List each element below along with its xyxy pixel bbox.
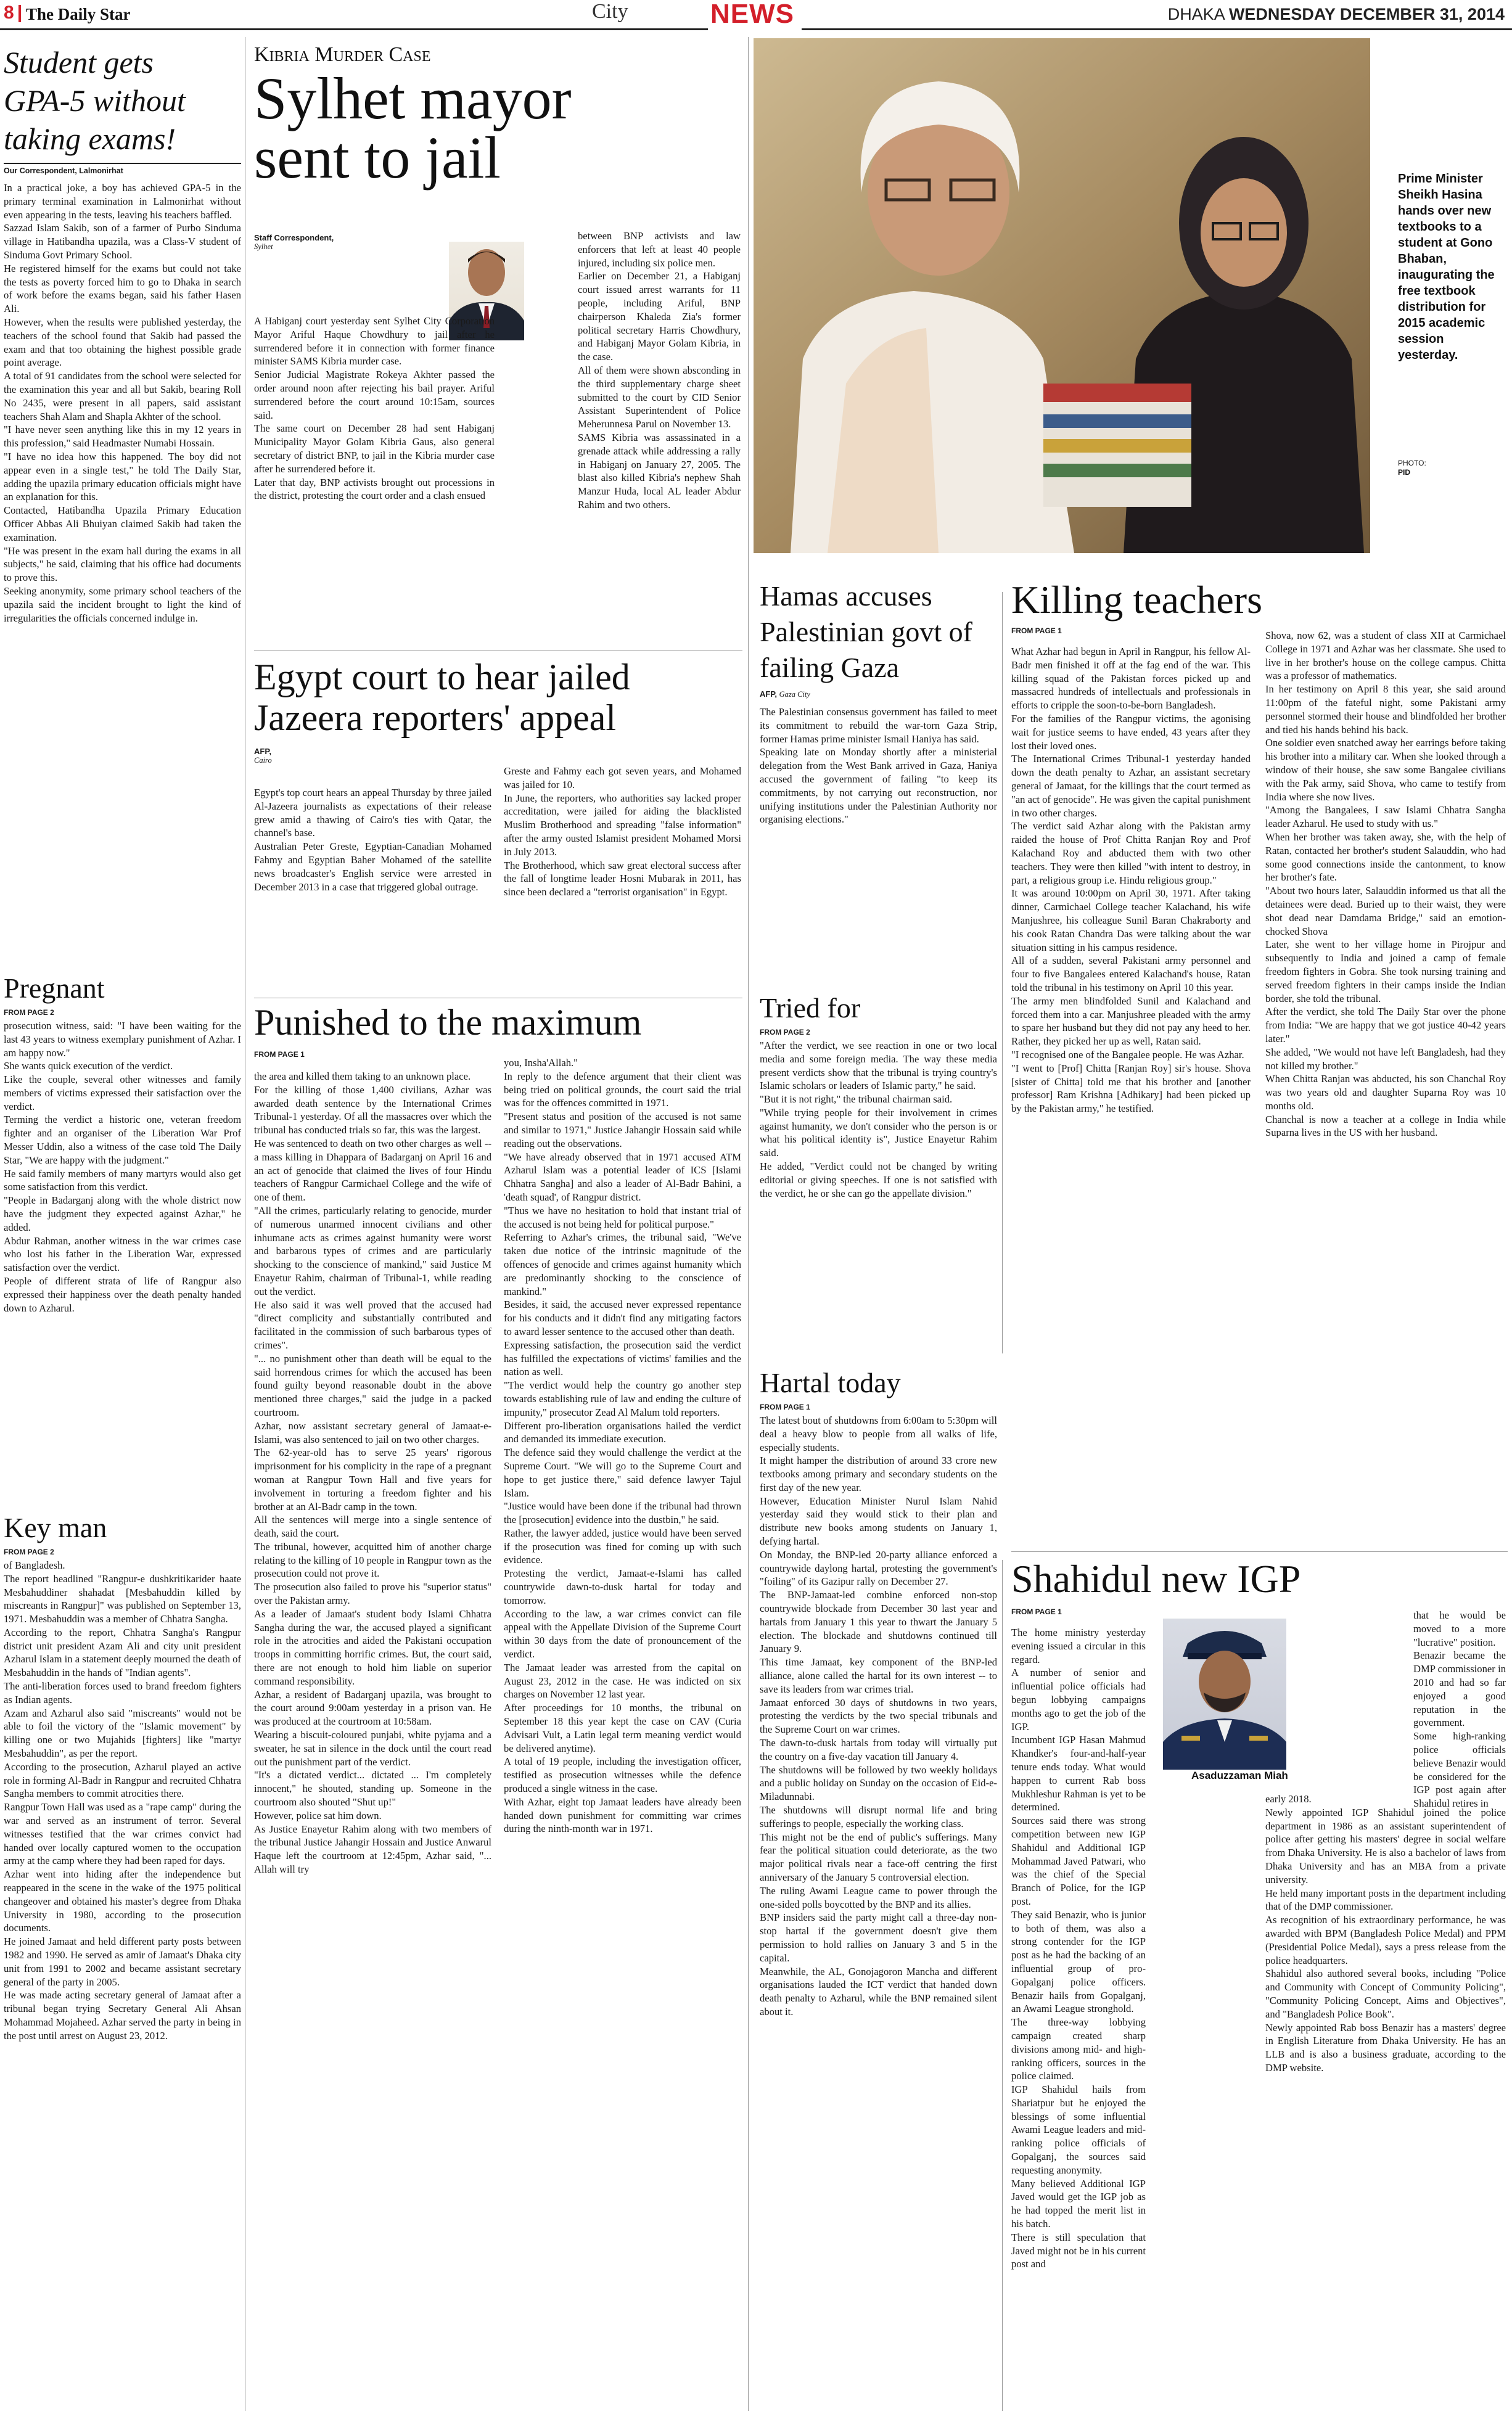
pregnant-from: FROM PAGE 2: [4, 1008, 54, 1017]
dateline: [1168, 5, 1505, 24]
egypt-article: [254, 657, 742, 1002]
tried-for-from: FROM PAGE 2: [760, 1027, 810, 1037]
shahidul-article: [1011, 1557, 1508, 2411]
student-gpa5-article: [4, 43, 241, 958]
keyman-article: [4, 1514, 241, 2422]
hartal-headline: Hartal today: [760, 1367, 901, 1398]
page-number: 8: [4, 2, 14, 23]
asaduzzaman-portrait-image: [1163, 1619, 1286, 1770]
page-number-divider: [18, 5, 21, 22]
hartal-article: [760, 1369, 997, 2400]
hamas-headline: Hamas accuses Palestinian govt of failing Gaza: [760, 580, 972, 683]
pregnant-article: [4, 974, 241, 1503]
killing-teachers-article: [1011, 578, 1508, 1546]
hasina-photo-credit-label: PHOTO:: [1398, 459, 1426, 467]
hasina-photo-figure: [754, 38, 1511, 556]
hamas-article: [760, 578, 997, 893]
hasina-photo: [754, 38, 1370, 553]
sylhet-byline-label: Staff Correspondent,: [254, 233, 334, 242]
tried-for-body: "After the verdict, we see reaction in one or two local media and some foreign media. The way these media present verdicts show that the tribunal is trying country's Islamic scholars or leaders of Islamic party," he said. "But it is not right," the tribunal chairman said. "While trying people for their involvement in crimes against humanity, we don't consider who the person is or what his political identity is", Justice Enayetur Rahim said. He added, "Verdict could not be changed by writing editorial or giving speeches. If one is not satisfied with the verdict, he or she can go the appellate division.": [760, 1039, 997, 1199]
shahidul-headline: Shahidul new IGP: [1011, 1557, 1301, 1601]
masthead: [0, 0, 1512, 32]
egypt-col2-body: Greste and Fahmy each got seven years, and Mohamed was jailed for 10. In June, the reporters, who authorities say lacked proper accreditation, were jailed for aiding the blacklisted Muslim Brotherhood and spreading "false information" after the army ousted Islamist president Mohamed Morsi in July 2013. The Brotherhood, which saw great electoral success after the fall of longtime leader Hosni Mubarak in 2011, has since been declared a "terrorist organisation" in Egypt.: [504, 765, 741, 898]
column-divider: [1002, 592, 1003, 1353]
shahidul-col2-body: early 2018. Newly appointed IGP Shahidul joined the police department in 1986 as an assistant superintendent of police after getting his masters' degree in social welfare from Dhaka University. He is also a bachelor of laws from Dhaka University and has an MBA from a private university. He held many important posts in the department including that of the DMP commissioner. As recognition of his extraordinary performance, he was awarded with BPM (Bangladesh Police Medal) and PPM (Presidential Police Medal), says a press release from the police headquarters. Shahidul also authored several books, including "Police and Community with Concept of Community Policing", "Community Policing Concept, Aims and Objectives", and "Bangladesh Police Book". Newly appointed Rab boss Benazir has a masters' degree in English Literature from Dhaka University. He has an LLB and is also a business graduate, according to the DMP website.: [1265, 1793, 1506, 2074]
sylhet-byline: [254, 233, 359, 252]
hasina-photo-credit: [1398, 459, 1503, 477]
asaduzzaman-photo-caption: Asaduzzaman Miah: [1191, 1770, 1288, 1781]
keyman-headline: Key man: [4, 1512, 107, 1543]
hamas-byline-place: Gaza City: [779, 690, 810, 699]
column-divider: [1002, 1560, 1003, 2411]
killing-headline: Killing teachers: [1011, 578, 1262, 622]
hamas-body: The Palestinian consensus government has failed to meet its commitment to rebuild the war-torn Gaza Strip, former Hamas prime minister Ismail Haniya has said. Speaking late on Monday shortly after a ministerial delegation from the West Bank arrived in Gaza, Haniya accused the government of failing "to keep its commitments, by not carrying out reconstruction, nor unifying institutions under the Palestinian Authority nor organising elections.": [760, 706, 997, 826]
column-divider: [748, 37, 749, 2411]
egypt-headline: Egypt court to hear jailed Jazeera reporters' appeal: [254, 657, 630, 738]
egypt-byline-label: AFP,: [254, 747, 271, 756]
shahidul-from: FROM PAGE 1: [1011, 1607, 1062, 1616]
student-body: In a practical joke, a boy has achieved GPA-5 in the primary terminal examination in Lalmonirhat without even appearing in the tests, leaving his teachers baffled. Sazzad Islam Sakib, son of a farmer of Purbo Sinduma village in Hatibandha upazila, was a Class-V student of Sinduma Govt Primary School. He registered himself for the exams but could not take the tests as poverty forced him to go to Dhaka in search of work before the exams began, said his father Hasen Ali. However, when the results were published yesterday, the teachers of the school found that Sakib had passed the exam and that too obtaining the highest possible grade point average. A total of 91 candidates from the school were selected for the examination this year and all but Sakib, bearing Roll No 2435, were present in all papers, said assistant teachers Shah Alam and Shapla Akhter of the school. "I have never seen anything like this in my 12 years in this profession," said Headmaster Numabi Hossain. "I have no idea how this happened. The boy did not appear even in a single test," he told The Daily Star, adding the upazila primary education officials might have an explanation for this. Contacted, Hatibandha Upazila Primary Education Officer Abbas Ali Bhuiyan claimed Sakib had taken the examination. "He was present in the exam hall during the exams in all subjects," he said, claiming that his office had documents to prove this. Seeking anonymity, some primary school teachers of the upazila said the incident brought to light the kind of irregularities the officials concerned indulge in.: [4, 182, 241, 624]
keyman-from: FROM PAGE 2: [4, 1547, 54, 1556]
shahidul-top-rule: [1011, 1551, 1508, 1552]
killing-col2-body: Shova, now 62, was a student of class XII at Carmichael College in 1971 and Azhar was her classmate. She used to live in her brother's house on the college campus. Chitta was a professor of mathematics. In her testimony on April 8 this year, she said around 11:00pm of the fateful night, some Pakistani army personnel stormed their house and blindfolded her brother and tied his hands behind his back. One soldier even snatched away her earrings before taking his brother into a military car. When she looked through a window of their house, she saw some Bangalee civilians with the Pak army, said Shova, who came to testify from India where she now lives. "Among the Bangalees, I saw Islami Chhatra Sangha leader Azharul. He used to study with us." When her brother was taken away, she, with the help of Ratan, contacted her brother's student Salauddin, who had some good connections inside the cantonment, to know her brother's fate. "About two hours later, Salauddin informed us that all the detainees were dead. Buried up to their waist, they were shot dead near Damdama Bridge," said an emotion-chocked Shova Later, she went to her village home in Pirojpur and subsequently to India and joined a camp of female freedom fighters in Gobra. She took nursing training and served freedom fighters in their camps inside the Indian border, she told the tribunal. After the verdict, she told The Daily Star over the phone from India: "We are happy that we got justice 40-42 years later." She added, "We would not have left Bangladesh, had they not killed my brother." When Chitta Ranjan was abducted, his son Chanchal Roy was two years old and daughter Suparna Roy was 10 months old. Chanchal is now a teacher at a college in India while Suparna lives in the US with her husband.: [1265, 630, 1506, 1139]
sylhet-headline: Sylhet mayor sent to jail: [254, 65, 572, 191]
killing-from: FROM PAGE 1: [1011, 626, 1062, 635]
student-byline: Our Correspondent, Lalmonirhat: [4, 166, 123, 175]
sylhet-col2-body: between BNP activists and law enforcers that left at least 40 people injured, including six police men. Earlier on December 21, a Habiganj court issued arrest warrants for 11 people, including Ariful, BNP chairperson Khaleda Zia's former political secretary Harris Chowdhury, and Habiganj Mayor Golam Kibria, in the case. All of them were shown absconding in the third supplementary charge sheet submitted to the court by CID Senior Assistant Superintendent of Police Meherunnesa Parul on November 13. SAMS Kibria was assassinated in a grenade attack while addressing a rally in Habiganj on January 27, 2005. The blast also killed Kibria's nephew Shah Manzur Huda, local AL leader Abdur Rahim and two others.: [578, 230, 741, 511]
pregnant-body: prosecution witness, said: "I have been waiting for the last 43 years to witness exemplary punishment of Azhar. I am happy now." She wants quick execution of the verdict. Like the couple, several other witnesses and family members of victims expressed their satisfaction over the verdict. Terming the verdict a historic one, veteran freedom fighter and an organiser of the Liberation War Prof Messer Uddin, also a witness of the case told The Daily Star, "We are happy with the judgment." He said family members of many martyrs would also get some satisfaction from this verdict. "People in Badarganj along with the whole district now have the judgment they expected against Azhar," he added. Abdur Rahman, another witness in the war crimes case who lost his father in the Liberation War, expressed satisfaction over the verdict. People of different strata of life of Rangpur also expressed their happiness over the death penalty handed down to Azharul.: [4, 1019, 241, 1314]
killing-col1-body: What Azhar had begun in April in Rangpur, his fellow Al-Badr men finished it off at the fag end of the war. This killing squad of the Pakistan forces picked up and massacred hundreds of intellectuals and professionals in efforts to cripple the soon-to-be-born Bangladesh. For the families of the Rangpur victims, the agonising wait for justice seems to have ended, 43 years after they lost their loved ones. The International Crimes Tribunal-1 yesterday handed down the death penalty to Azhar, an assistant secretary general of Jamaat, for the killings that the court termed as "an act of genocide". He was given the capital punishment in two other charges. The verdict said Azhar along with the Pakistan army raided the house of Prof Chitta Ranjan Roy and Prof Kalachand Roy and abducted them with two other teachers. They were then killed "with intent to destroy, in part, a religious group i.e. Hindu religious group." It was around 10:00pm on April 30, 1971. After taking dinner, Carmichael College teacher Kalachand, his wife Manjushree, his colleague Sunil Baran Chakraborty and his cook Ratan Chandra Das were talking about the war situation sitting in his campus residence. All of a sudden, several Pakistani army personnel and four to five Bangalees entered Kalachand's house, Ratan told the tribunal in his testimony on April 10 this year. The army men blindfolded Sunil and Kalachand and forced them into a car. Manjushree pleaded with the army to spare her husband but they did not pay any heed to her. Rather, they picked her up as well, Ratan said. "I recognised one of the Bangalee people. He was Azhar. "I went to [Prof] Chitta [Ranjan Roy] sir's house. Shova [sister of Chitta] told me that his brother and [another professor] Ram Krishna [Adhikary] had been picked up by the Pakistan army," he testified.: [1011, 646, 1251, 1115]
dateline-city: DHAKA: [1167, 5, 1225, 23]
asaduzzaman-portrait: [1163, 1619, 1286, 1770]
tried-for-article: [760, 994, 997, 1384]
masthead-rule-left: [0, 28, 708, 30]
egypt-byline: [254, 747, 742, 765]
punished-from: FROM PAGE 1: [254, 1050, 305, 1059]
hartal-body: The latest bout of shutdowns from 6:00am to 5:30pm will deal a heavy blow to people from all walks of life, especially students. It might hamper the distribution of around 33 crore new textbooks among primary and secondary students on the first day of the new year. However, Education Minister Nurul Islam Nahid yesterday said they would stick to their plan and distribute new books among students on January 1, defying hartal. On Monday, the BNP-led 20-party alliance enforced a countrywide daylong hartal, protesting the government's "foiling" of its Gazipur rally on December 27. The BNP-Jamaat-led combine enforced non-stop countrywide blockade from December 30 last year and hartals from January 1 this year to thwart the January 5 election. The blockade and shutdowns continued till January 9. This time Jamaat, key component of the BNP-led alliance, alone called the hartal for its own interest -- to save its leaders from war crimes trial. Jamaat enforced 30 days of shutdowns in two years, protesting the verdicts by the two special tribunals and the Supreme Court on war crimes. The dawn-to-dusk hartals from today will virtually put the country on a five-day vacation till January 4. The shutdowns will be followed by two weekly holidays and a public holiday on Sunday on the occasion of Eid-e-Miladunnabi. The shutdowns will disrupt normal life and bring sufferings to people, especially the working class. This might not be the end of public's sufferings. Many fear the political situation could deteriorate, as the two major political rivals near a face-off centring the first anniversary of the January 5 controversial election. The ruling Awami League came to power through the one-sided polls boycotted by the BNP and its allies. BNP insiders said the party might call a three-day non-stop hartal if the government doesn't give them permission to hold rallies on January 3 and 5 in the capital. Meanwhile, the AL, Gonojagoron Mancha and different organisations lauded the ICT verdict that handed down death penalty to Azharul, while the BNP remained silent about it.: [760, 1414, 997, 2018]
hamas-byline: [760, 689, 997, 699]
punished-headline: Punished to the maximum: [254, 1002, 642, 1043]
student-byline-rule: [4, 163, 241, 164]
newspaper-logo: The Daily Star: [26, 5, 131, 23]
hasina-photo-image: [754, 38, 1370, 553]
masthead-rule-right: [802, 28, 1512, 30]
shahidul-col2-top: that he would be moved to a more "lucrative" position. Benazir became the DMP commissioner in 2010 and had so far enjoyed a good reputation in the government. Some high-ranking police officials believe Benazir would be considered for the IGP post again after Shahidul retires in: [1413, 1609, 1506, 1810]
hasina-photo-caption: Prime Minister Sheikh Hasina hands over new textbooks to a student at Gono Bhaban, inaugurating the free textbook distribution for 2015 academic session yesterday.: [1398, 172, 1495, 362]
punished-article: [254, 1002, 742, 2411]
egypt-byline-place: Cairo: [254, 756, 272, 765]
punished-col2-body: you, Insha'Allah." In reply to the defence argument that their client was being tried on political grounds, the court said the trial was for the offences committed in 1971. "Present status and position of the accused is not same and similar to 1971," Justice Jahangir Hossain said while reading out the observations. "We have already observed that in 1971 accused ATM Azharul Islam was a potential leader of ICS [Islami Chhatra Sangha] and also a leader of Al-Badr Bahini, a 'death squad', of Rangpur district. "Thus we have no hesitation to hold that instant trial of the accused is not being held for political purpose." Referring to Azhar's crimes, the tribunal said, "We've taken due notice of the intrinsic magnitude of the offences of genocide and crimes against humanity which are predominantly shocking to the conscience of mankind." Besides, it said, the accused never expressed repentance for his conducts and it didn't find any mitigating factors to award lesser sentence to the accused other than death. Expressing satisfaction, the prosecution said the verdict has fulfilled the expectations of victims' families and the nation as well. "The verdict would help the country go another step towards establishing rule of law and ending the culture of impunity," prosecutor Zead Al Malum told reporters. Different pro-liberation organisations hailed the verdict and demanded its immediate execution. The defence said they would challenge the verdict at the Supreme Court. "We will go to the Supreme Court and hope to get justice there," said defence lawyer Tajul Islam. "Justice would have been done if the tribunal had thrown the [prosecution] evidence into the dustbin," he said. Rather, the lawyer added, justice would have been served if the prosecution was fined for coming up with such evidence. Protesting the verdict, Jamaat-e-Islami has called countrywide dawn-to-dusk hartal for today and tomorrow. According to the law, a war crimes convict can file appeal with the Appellate Division of the Supreme Court within 30 days from the date of pronouncement of the verdict. The Jamaat leader was arrested from the capital on August 23, 2012 in the case. He was indicted on six charges on November 12 last year. After proceedings for 10 months, the tribunal on September 18 this year kept the case on CAV (Curia Advisari Vult, a Latin legal term meaning verdict would be delivered anytime). A total of 19 people, including the investigation officer, testified as prosecution witnesses while the defence produced a single witness in the case. With Azhar, eight top Jamaat leaders have already been handed down punishment for committing war crimes during the ninth-month war in 1971.: [504, 1057, 741, 1835]
hartal-from: FROM PAGE 1: [760, 1402, 810, 1411]
section-name: City: [592, 0, 628, 23]
hamas-byline-label: AFP,: [760, 689, 777, 699]
sylhet-byline-place: Sylhet: [254, 242, 273, 251]
dateline-date: WEDNESDAY DECEMBER 31, 2014: [1228, 5, 1505, 23]
news-label: NEWS: [710, 0, 794, 29]
punished-col1-body: the area and killed them taking to an unknown place. For the killing of those 1,400 civilians, Azhar was awarded death sentence by the International Crimes Tribunal-1 yesterday. Of all the massacres over which the tribunal has conducted trials so far, this was the largest. He was sentenced to death on two other charges as well -- a mass killing in Dhappara of Badarganj on April 16 and an act of genocide that claimed the lives of four Hindu teachers of Rangpur Carmichael College and the wife of one of them. "All the crimes, particularly relating to genocide, murder of numerous unarmed innocent civilians and other inhumane acts as crimes against humanity were worst and barbarous types of crimes and are particularly shocking to the conscience of mankind," said Justice M Enayetur Rahim, chairman of Tribunal-1, while reading out the verdict. He also said it was well proved that the accused had "direct complicity and substantially contributed and facilitated in the commission of such barbarous types of crimes". "... no punishment other than death will be equal to the said horrendous crimes for which the accused has been found guilty beyond reasonable doubt in the above mentioned three charges," said the judge in a packed courtroom. Azhar, now assistant secretary general of Jamaat-e-Islami, was also sentenced to jail on two other charges. The 62-year-old has to serve 25 years' rigorous imprisonment for his complicity in the rape of a pregnant woman at Rangpur Town Hall and five years for involvement in torturing a freedom fighter and his brother at an Al-Badr camp in the town. All the sentences will merge into a single sentence of death, said the court. The tribunal, however, acquitted him of another charge relating to the killing of 10 people in Rangpur town as the prosecution could not prove it. The prosecution also failed to prove his "superior status" over the Pakistan army. As a leader of Jamaat's student body Islami Chhatra Sangha during the war, the accused played a significant role in the atrocities and aided the Pakistani occupation troops in committing horrific crimes. But, the court said, there are not enough to hold him liable on superior command responsibility. Azhar, a resident of Badarganj upazila, was brought to the court around 9:00am yesterday in a prison van. He was produced at the courtroom at 10:58am. Wearing a biscuit-coloured punjabi, white pyjama and a sweater, he sat in silence in the dock until the court read out the punishment part of the verdict. "It's a dictated verdict... dictated ... I'm completely innocent," he shouted, standing up. Someone in the courtroom also shouted "Shut up!" However, police sat him down. As Justice Enayetur Rahim along with two members of the tribunal Justice Jahangir Hossain and Justice Anwarul Haque left the courtroom at 12:45pm, Azhar said, "... Allah will try: [254, 1070, 491, 1876]
sylhet-mayor-article: [254, 43, 742, 654]
keyman-body: of Bangladesh. The report headlined "Rangpur-e dushkritikarider haate Mesbahuddiner shahadat [Mesbahuddin killed by miscreants in Rangpur]" was published on September 13, 1971. Mesbahuddin was a member of Chhatra Sangha. According to the report, Chhatra Sangha's Rangpur district unit president Azam Ali and city unit president Azharul Islam in a statement deeply mourned the death of Mesbahuddin in the hands of "Indian agents". The anti-liberation forces used to brand freedom fighters as Indian agents. Azam and Azharul also said "miscreants" would not be able to foil the victory of the "Islamic movement" by killing one or two Mujahids [fighters] like "martyr Mesbahuddin", as per the report. According to the prosecution, Azharul played an active role in forming Al-Badr in Rangpur and recruited Chhatra Sangha members to commit atrocities there. Rangpur Town Hall was used as a "rape camp" during the war and served as an instrument of terror. Several witnesses testified that the war crimes convict had handed over locally captured women to the occupation army at the camp where they had been raped for days. Azhar went into hiding after the independence but reappeared in the scene in the wake of the 1975 political changeover and obtained his master's degree from Dhaka University in 1980, according to the prosecution documents. He joined Jamaat and held different party posts between 1982 and 1990. He served as amir of Jamaat's Dhaka city unit from 1991 to 2002 and became assistant secretary general of the party in 2005. He was made acting secretary general of Jamaat after a tribunal began trying Secretary General Ali Ahsan Mohammad Mojaheed. Azhar served the party in being in the post until arrest on August 23, 2012.: [4, 1559, 241, 2042]
egypt-col1-body: Egypt's top court hears an appeal Thursday by three jailed Al-Jazeera journalists as expectations of their release grew amid a thawing of Cairo's ties with Qatar, the channel's base. Australian Peter Greste, Egyptian-Canadian Mohamed Fahmy and Egyptian Baher Mohamed of the satellite news broadcaster's English service were arrested in December 2013 in a case that triggered global outrage.: [254, 787, 491, 893]
sylhet-col1-body: A Habiganj court yesterday sent Sylhet City Corporation Mayor Ariful Haque Chowdhury to jail after he surrendered before it in connection with former finance minister SAMS Kibria murder case. Senior Judicial Magistrate Rokeya Akhter passed the order around noon after rejecting his bail prayer. Ariful surrendered before the court around 10:15am, sources said. The same court on December 28 had sent Habiganj Municipality Mayor Golam Kibria Gaus, also general secretary of district BNP, to jail in the Kibria murder case after he surrendered before it. Later that day, BNP activists brought out processions in the district, protesting the court order and a clash ensued: [254, 315, 495, 502]
sylhet-kicker: Kibria Murder Case: [254, 43, 431, 66]
tried-for-headline: Tried for: [760, 992, 861, 1024]
shahidul-col1-body: The home ministry yesterday evening issued a circular in this regard. A number of senior and influential police officials had begun lobbying campaigns months ago to get the job of the IGP. Incumbent IGP Hasan Mahmud Khandker's four-and-half-year tenure ends today. What would happen to current Rab boss Mukhleshur Rahman is yet to be determined. Sources said there was strong competition between new IGP Shahidul and Additional IGP Mohammad Javed Patwari, who was the chief of the Special Branch of Police, for the IGP post. They said Benazir, who is junior to both of them, was also a strong contender for the IGP post as he had the backing of an influential group of pro-Gopalganj police officers. Benazir hails from Gopalganj, an Awami League stronghold. The three-way lobbying campaign created sharp divisions among mid- and high-ranking officers, sources in the police claimed. IGP Shahidul hails from Shariatpur but he enjoyed the blessings of some influential Awami League leaders and mid-ranking police officials of Gopalganj, the sources said requesting anonymity. Many believed Additional IGP Javed would get the IGP job as he had topped the merit list in his batch. There is still speculation that Javed might not be in his current post and: [1011, 1627, 1146, 2270]
hasina-photo-credit-value: PID: [1398, 468, 1411, 477]
pregnant-headline: Pregnant: [4, 972, 105, 1004]
student-headline: Student gets GPA-5 without taking exams!: [4, 45, 186, 156]
